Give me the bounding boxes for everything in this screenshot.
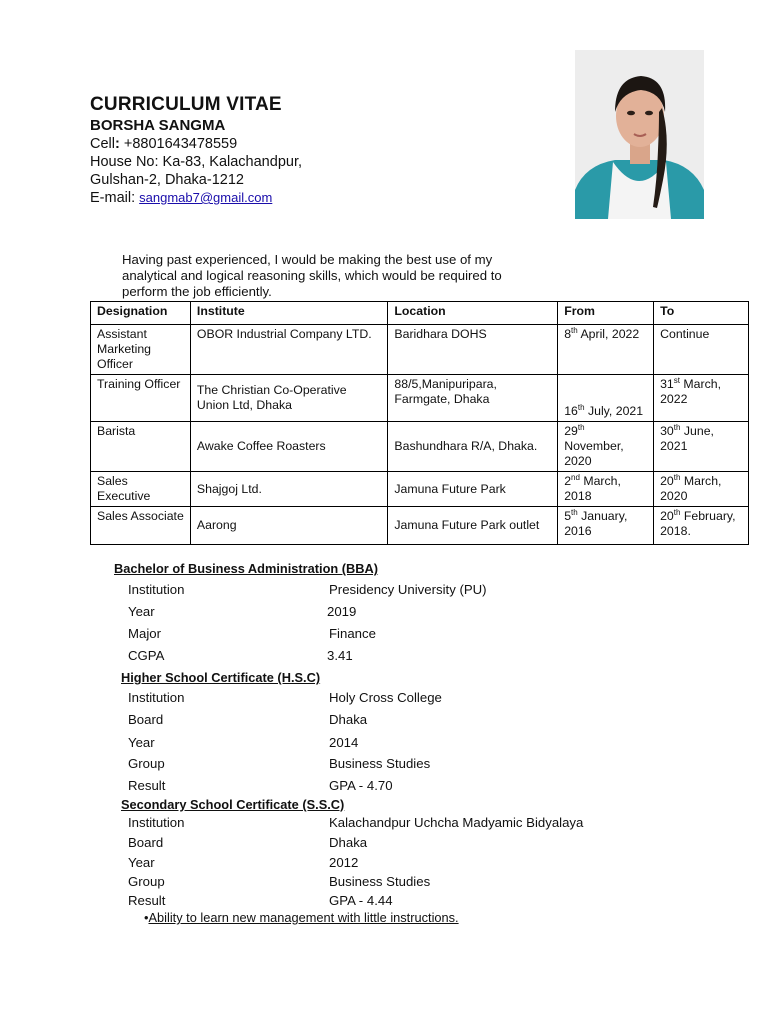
cell-designation: Sales Executive — [91, 472, 191, 507]
cell-from: 8th April, 2022 — [558, 325, 654, 375]
table-row — [91, 325, 749, 375]
cell-location: Jamuna Future Park outlet — [388, 507, 558, 545]
bba-year-label: Year — [128, 604, 155, 619]
ssc-group-label: Group — [128, 874, 165, 889]
bba-institution-label: Institution — [128, 582, 185, 597]
bba-major-value: Finance — [329, 626, 376, 641]
bba-cgpa-value: 3.41 — [327, 648, 353, 663]
cell-institute: OBOR Industrial Company LTD. — [190, 325, 387, 375]
hsc-group-value: Business Studies — [329, 756, 431, 771]
hsc-result-label: Result — [128, 778, 166, 793]
header-from: From — [558, 302, 654, 325]
hsc-board-label: Board — [128, 712, 164, 727]
hsc-year-label: Year — [128, 735, 155, 750]
cell-to: 20th February, 2018. — [654, 507, 749, 545]
cell-from: 16th July, 2021 — [558, 375, 654, 422]
table-row — [91, 375, 749, 422]
header-location: Location — [388, 302, 558, 325]
hsc-group-label: Group — [128, 756, 165, 771]
cell-location: Baridhara DOHS — [388, 325, 558, 375]
cell-location: 88/5,Manipuripara, Farmgate, Dhaka — [388, 375, 558, 422]
cell-institute: Shajgoj Ltd. — [190, 472, 387, 507]
email-line — [90, 189, 272, 207]
bba-heading: Bachelor of Business Administration (BBA) — [114, 561, 379, 576]
bullet-icon: • — [144, 910, 149, 925]
cell-location: Bashundhara R/A, Dhaka. — [388, 422, 558, 472]
cell-designation: Training Officer — [91, 375, 191, 422]
applicant-name: BORSHA SANGMA — [90, 117, 226, 134]
ssc-institution-label: Institution — [128, 815, 185, 830]
hsc-board-value: Dhaka — [329, 712, 368, 727]
ssc-year-label: Year — [128, 855, 155, 870]
hsc-institution-value: Holy Cross College — [329, 690, 442, 705]
bba-cgpa-label: CGPA — [128, 648, 165, 663]
header-to: To — [654, 302, 749, 325]
cell-label: Cell — [90, 136, 115, 152]
address-line-2: Gulshan-2, Dhaka-1212 — [90, 172, 244, 188]
table-row — [91, 472, 749, 507]
skill-list-item — [144, 910, 459, 925]
ssc-result-value: GPA - 4.44 — [329, 893, 393, 908]
cell-from: 29th November, 2020 — [558, 422, 654, 472]
cell-to: 30th June, 2021 — [654, 422, 749, 472]
career-objective: Having past experienced, I would be making the best use of my analytical and logical reasoning skills, which would be required to perform the job efficiently. — [122, 252, 502, 299]
email-link[interactable]: sangmab7@gmail.com — [139, 190, 273, 205]
bba-major-label: Major — [128, 626, 161, 641]
cell-designation: Barista — [91, 422, 191, 472]
ssc-board-value: Dhaka — [329, 835, 368, 850]
bba-institution-value: Presidency University (PU) — [329, 582, 487, 597]
header-institute: Institute — [190, 302, 387, 325]
ssc-heading: Secondary School Certificate (S.S.C) — [121, 797, 345, 812]
cell-location: Jamuna Future Park — [388, 472, 558, 507]
table-header-row — [91, 302, 749, 325]
hsc-result-value: GPA - 4.70 — [329, 778, 393, 793]
ssc-result-label: Result — [128, 893, 166, 908]
table-row — [91, 422, 749, 472]
header-designation: Designation — [91, 302, 191, 325]
ssc-group-value: Business Studies — [329, 874, 431, 889]
hsc-institution-label: Institution — [128, 690, 185, 705]
hsc-year-value: 2014 — [329, 735, 359, 750]
cell-line: Cell: +8801643478559 — [90, 136, 238, 152]
profile-photo — [575, 50, 704, 219]
cell-designation: Assistant Marketing Officer — [91, 325, 191, 375]
address-line-1: House No: Ka-83, Kalachandpur, — [90, 154, 302, 170]
cell-institute: The Christian Co-Operative Union Ltd, Dhaka — [190, 375, 387, 422]
cell-designation: Sales Associate — [91, 507, 191, 545]
ssc-year-value: 2012 — [329, 855, 359, 870]
experience-table — [90, 301, 749, 545]
ssc-board-label: Board — [128, 835, 164, 850]
cell-to: 20th March, 2020 — [654, 472, 749, 507]
cell-from: 2nd March, 2018 — [558, 472, 654, 507]
cell-to: Continue — [654, 325, 749, 375]
bba-year-value: 2019 — [327, 604, 357, 619]
cv-title: CURRICULUM VITAE — [90, 94, 282, 115]
cell-institute: Aarong — [190, 507, 387, 545]
ssc-institution-value: Kalachandpur Uchcha Madyamic Bidyalaya — [329, 815, 584, 830]
portrait-illustration — [575, 50, 704, 219]
hsc-heading: Higher School Certificate (H.S.C) — [121, 670, 321, 685]
cell-number: +8801643478559 — [123, 136, 238, 152]
skill-text: Ability to learn new management with little instructions. — [148, 910, 459, 925]
cell-institute: Awake Coffee Roasters — [190, 422, 387, 472]
cell-from: 5th January, 2016 — [558, 507, 654, 545]
table-row — [91, 507, 749, 545]
email-label: E-mail: — [90, 190, 136, 206]
cell-to: 31st March, 2022 — [654, 375, 749, 422]
